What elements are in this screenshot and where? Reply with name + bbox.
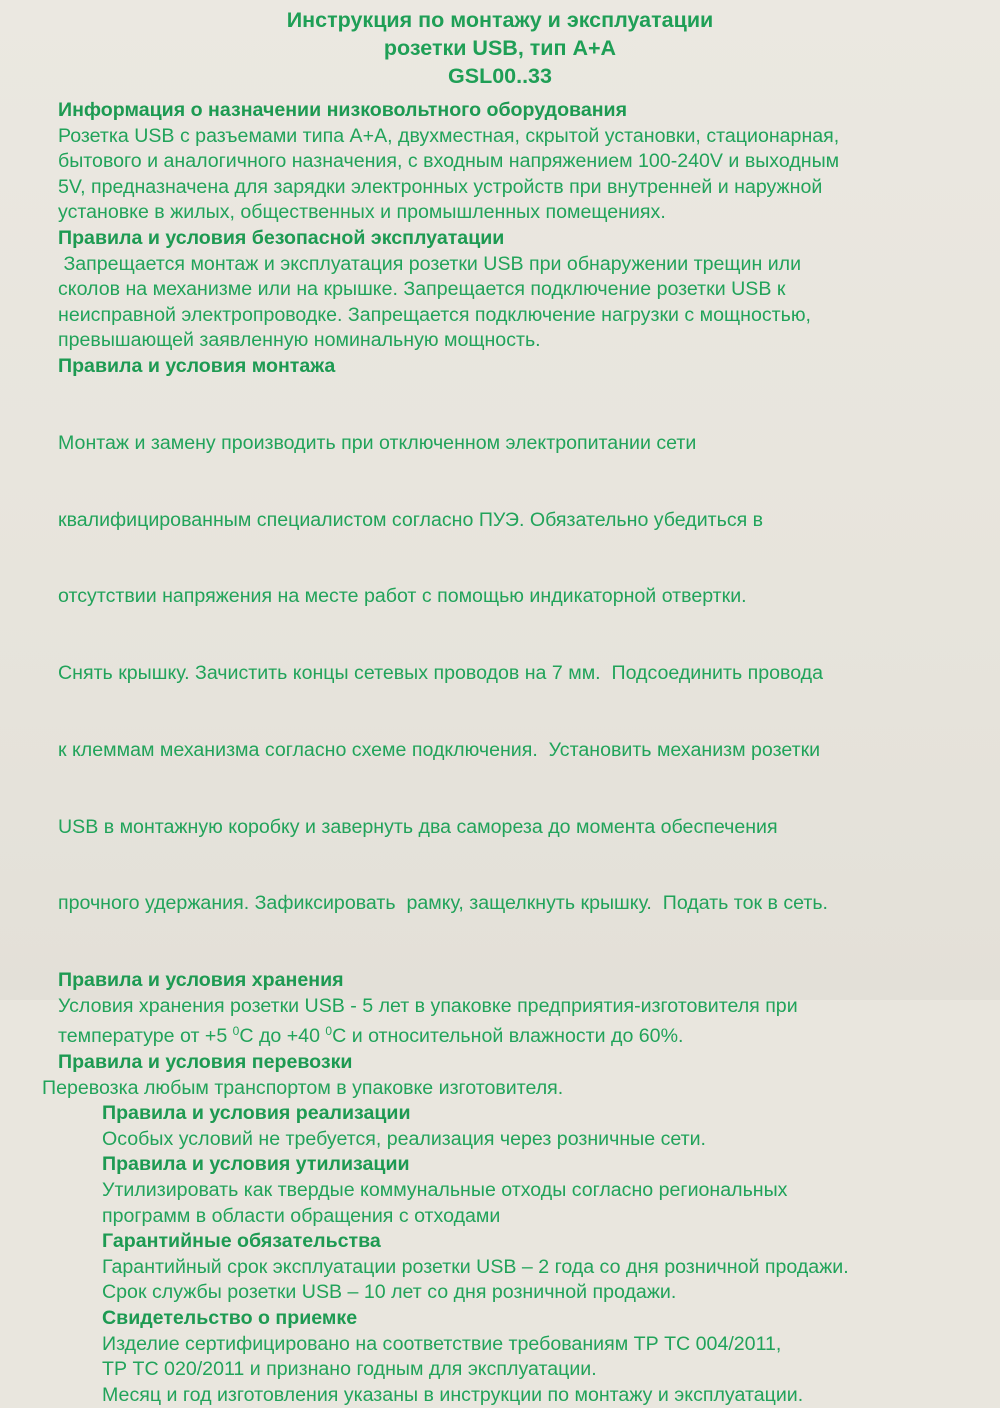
section-heading-disposal: Правила и условия утилизации [102, 1152, 978, 1178]
text-line: Снять крышку. Зачистить концы сетевых проводов на 7 мм. Подсоединить провода [58, 661, 978, 687]
text-line: Изделие сертифицировано на соответствие требованиям ТР ТС 004/2011, [102, 1332, 978, 1358]
text-line: к клеммам механизма согласно схеме подключения. Установить механизм розетки [58, 738, 978, 764]
section-text-storage [58, 994, 978, 1050]
text-line: Условия хранения розетки USB - 5 лет в упаковке предприятия-изготовителя при [58, 994, 978, 1020]
title-line-2: розетки USB, тип А+А [0, 34, 1000, 62]
section-heading-info: Информация о назначении низковольтного оборудования [58, 98, 978, 124]
section-text-safety [58, 252, 978, 354]
text-line: установке в жилых, общественных и промышленных помещениях. [58, 200, 978, 226]
title-line-1: Инструкция по монтажу и эксплуатации [0, 6, 1000, 34]
text-line: 5V, предназначена для зарядки электронных устройств при внутренней и наружной [58, 175, 978, 201]
section-heading-safety: Правила и условия безопасной эксплуатации [58, 226, 978, 252]
degree-mark: 0 [233, 1024, 240, 1038]
text-line: Розетка USB с разъемами типа А+А, двухместная, скрытой установки, стационарная, [58, 124, 978, 150]
temperature-text-c: С и относительной влажности до 60%. [332, 1025, 683, 1047]
text-line: Месяц и год изготовления указаны в инструкции по монтажу и эксплуатации. [102, 1383, 978, 1408]
section-text-transport [42, 1076, 978, 1102]
temperature-text-a: температуре от +5 [58, 1025, 233, 1047]
section-text-disposal [102, 1178, 978, 1229]
text-line: сколов на механизме или на крышке. Запрещается подключение розетки USB к [58, 277, 978, 303]
section-heading-warranty: Гарантийные обязательства [102, 1229, 978, 1255]
text-line: бытового и аналогичного назначения, с входным напряжением 100-240V и выходным [58, 149, 978, 175]
text-line: USB в монтажную коробку и завернуть два самореза до момента обеспечения [58, 815, 978, 841]
document-body [58, 98, 978, 1408]
section-text-sale [102, 1127, 978, 1153]
text-line: программ в области обращения с отходами [102, 1204, 978, 1230]
section-heading-sale: Правила и условия реализации [102, 1101, 978, 1127]
section-heading-acceptance: Свидетельство о приемке [102, 1306, 978, 1332]
document-title [0, 6, 1000, 90]
text-line: квалифицированным специалистом согласно ПУЭ. Обязательно убедиться в [58, 508, 978, 534]
title-line-3: GSL00..33 [0, 62, 1000, 90]
text-line: неисправной электропроводке. Запрещается подключение нагрузки с мощностью, [58, 303, 978, 329]
text-line: Запрещается монтаж и эксплуатация розетки USB при обнаружении трещин или [58, 252, 978, 278]
text-line-temperature [58, 1019, 978, 1050]
section-text-info [58, 124, 978, 226]
section-heading-storage: Правила и условия хранения [58, 968, 978, 994]
temperature-text-b: С до +40 [239, 1025, 325, 1047]
text-line: Утилизировать как твердые коммунальные отходы согласно региональных [102, 1178, 978, 1204]
text-line: Монтаж и замену производить при отключенном электропитании сети [58, 431, 978, 457]
text-line: Особых условий не требуется, реализация через розничные сети. [102, 1127, 978, 1153]
section-text-warranty [102, 1255, 978, 1306]
text-line: Перевозка любым транспортом в упаковке изготовителя. [42, 1076, 978, 1102]
indented-block [102, 1101, 978, 1408]
section-text-acceptance [102, 1332, 978, 1408]
section-heading-transport: Правила и условия перевозки [58, 1050, 978, 1076]
section-text-mounting [58, 380, 978, 969]
degree-mark: 0 [325, 1024, 332, 1038]
text-line: отсутствии напряжения на месте работ с помощью индикаторной отвертки. [58, 584, 978, 610]
text-line: прочного удержания. Зафиксировать рамку, защелкнуть крышку. Подать ток в сеть. [58, 891, 978, 917]
text-line: Срок службы розетки USB – 10 лет со дня розничной продажи. [102, 1280, 978, 1306]
text-line: ТР ТС 020/2011 и признано годным для эксплуатации. [102, 1357, 978, 1383]
text-line: Гарантийный срок эксплуатации розетки USB – 2 года со дня розничной продажи. [102, 1255, 978, 1281]
section-heading-mounting: Правила и условия монтажа [58, 354, 978, 380]
text-line: превышающей заявленную номинальную мощность. [58, 328, 978, 354]
